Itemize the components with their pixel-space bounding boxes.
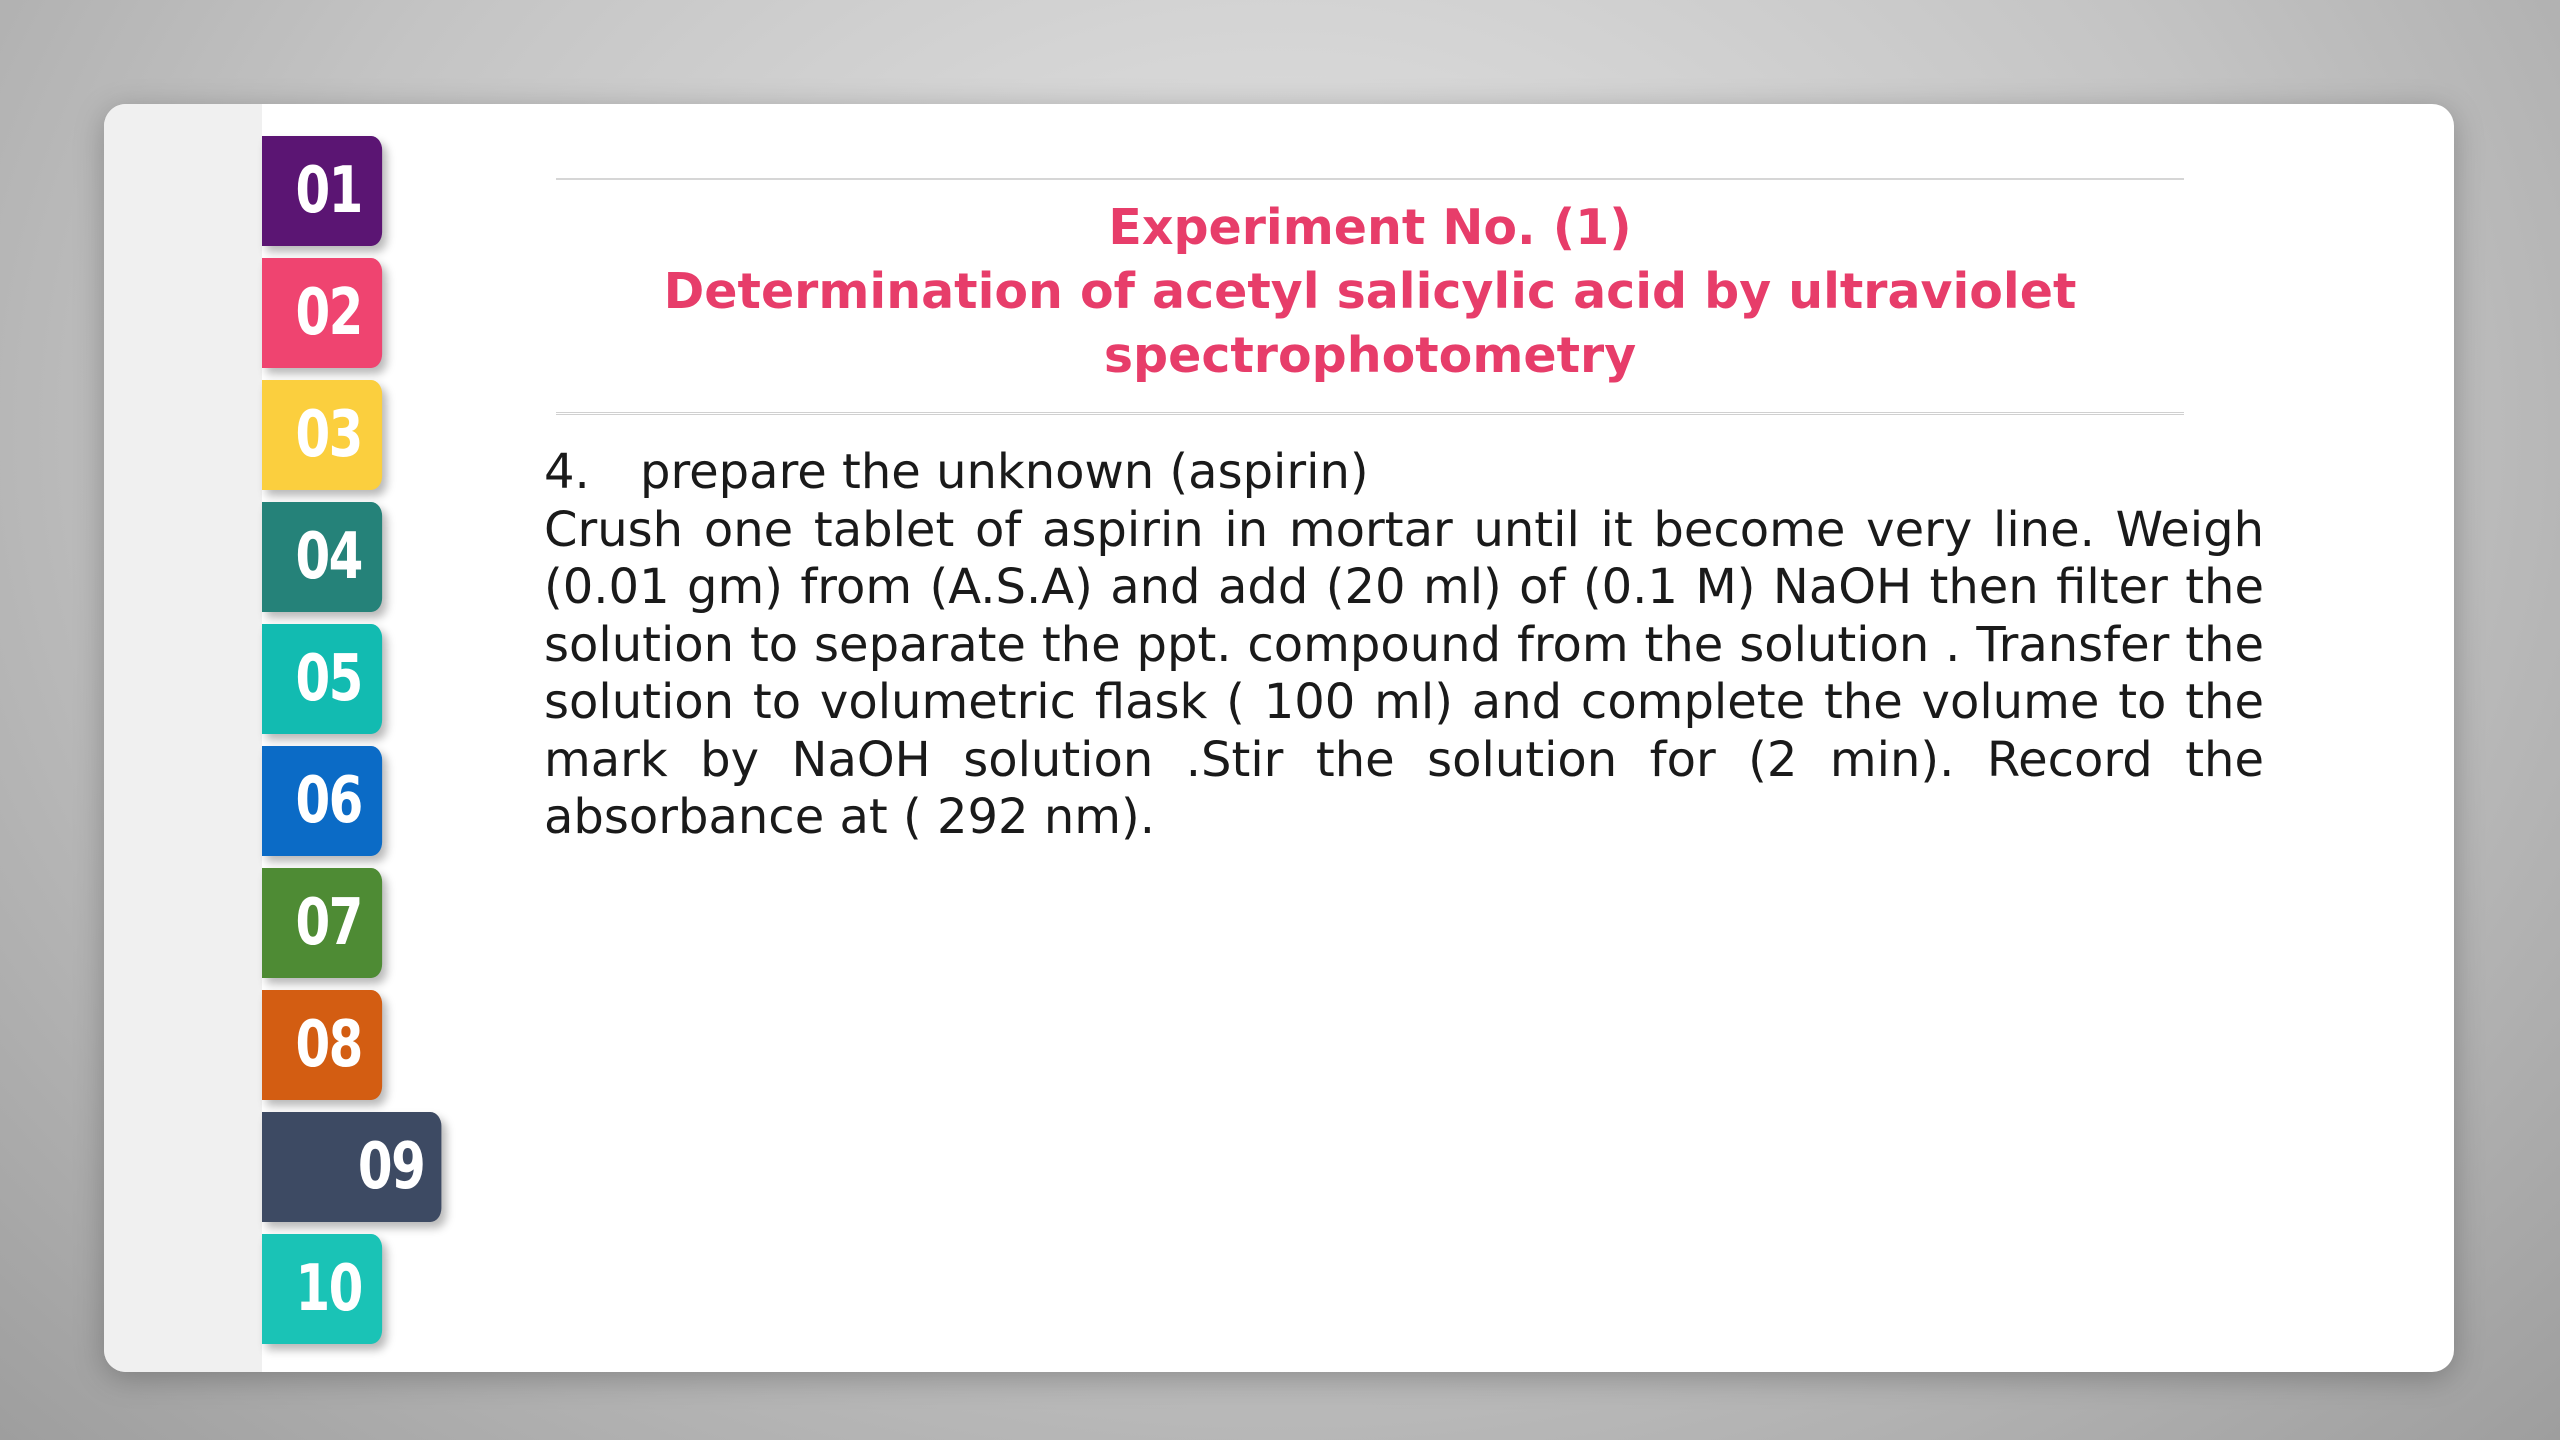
tab-10[interactable] xyxy=(262,1234,382,1344)
procedure-text xyxy=(544,444,2264,847)
tab-06[interactable] xyxy=(262,746,382,856)
title-divider-bottom xyxy=(556,412,2184,417)
title-line-2: Determination of acetyl salicylic acid by ultraviolet xyxy=(663,263,2077,320)
tab-04[interactable] xyxy=(262,502,382,612)
tab-label: 03 xyxy=(295,398,362,472)
tab-03[interactable] xyxy=(262,380,382,490)
title-line-3: spectrophotometry xyxy=(1103,327,1637,384)
sidebar-rail xyxy=(104,104,262,1372)
tab-label: 10 xyxy=(295,1252,362,1326)
tab-label: 08 xyxy=(295,1008,362,1082)
tab-label: 04 xyxy=(295,520,362,594)
tab-02[interactable] xyxy=(262,258,382,368)
tab-09[interactable] xyxy=(262,1112,441,1222)
tab-05[interactable] xyxy=(262,624,382,734)
tab-08[interactable] xyxy=(262,990,382,1100)
tab-label: 07 xyxy=(295,886,362,960)
step-number: 4. xyxy=(544,444,590,500)
tab-07[interactable] xyxy=(262,868,382,978)
procedure-paragraph: Crush one tablet of aspirin in mortar until it become very line. Weigh (0.01 gm) from (A.S.A) and add (20 ml) of (0.1 M) NaOH then filter the solution to separate the ppt. compound from the solution . Transfer the solution to volumetric flask ( 100 ml) and complete the volume to the mark by NaOH solution .Stir the solution for (2 min). Record the absorbance at ( 292 nm). xyxy=(544,501,2264,845)
tab-01[interactable] xyxy=(262,136,382,246)
tab-label: 05 xyxy=(295,642,362,716)
tab-label: 09 xyxy=(357,1130,425,1204)
tab-label: 01 xyxy=(295,154,362,228)
step-heading xyxy=(544,444,2264,502)
slide-card xyxy=(104,104,2454,1372)
tab-label: 06 xyxy=(295,764,362,838)
title-divider-top xyxy=(556,178,2184,180)
title-line-1: Experiment No. (1) xyxy=(1108,199,1632,256)
step-title: prepare the unknown (aspirin) xyxy=(640,444,1369,500)
slide-title xyxy=(556,196,2184,388)
tab-label: 02 xyxy=(295,276,362,350)
